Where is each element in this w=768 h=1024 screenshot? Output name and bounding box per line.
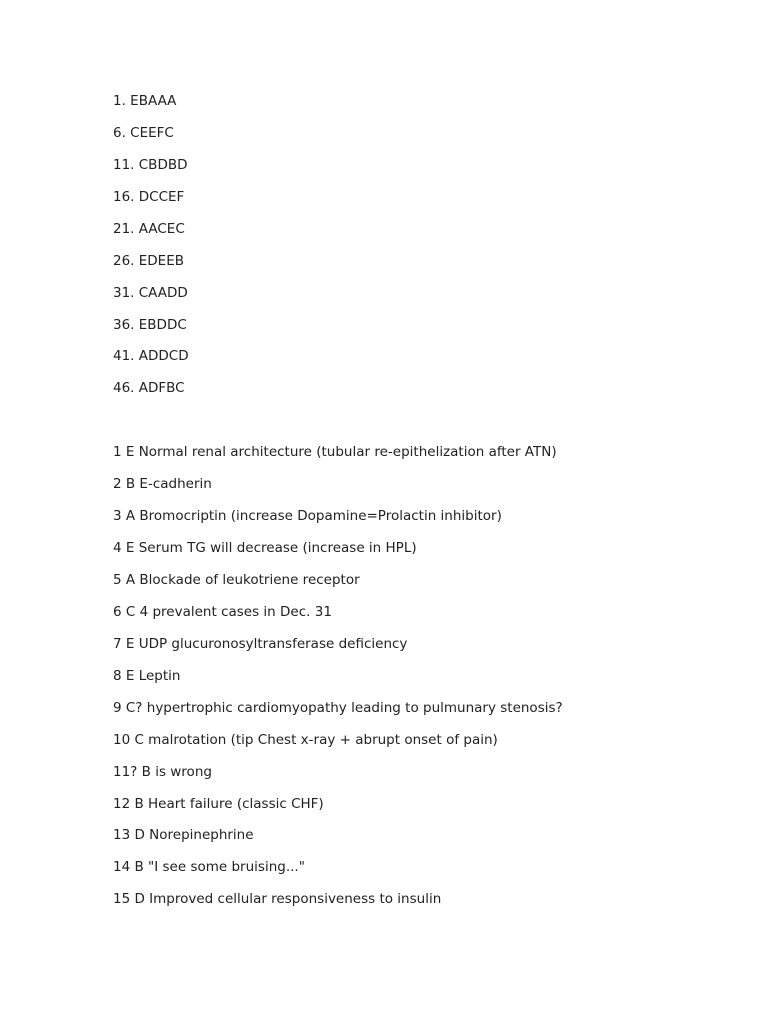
explanation-line: 8 E Leptin	[113, 668, 181, 684]
explanation-line: 7 E UDP glucuronosyltransferase deficiency	[113, 636, 408, 652]
answer-group: 36. EBDDC	[113, 317, 187, 333]
answer-group: 11. CBDBD	[113, 157, 188, 173]
explanation-line: 5 A Blockade of leukotriene receptor	[113, 572, 360, 588]
explanation-line: 2 B E-cadherin	[113, 476, 212, 492]
explanation-line: 12 B Heart failure (classic CHF)	[113, 796, 324, 812]
explanation-line: 15 D Improved cellular responsiveness to insulin	[113, 891, 442, 907]
answer-group: 1. EBAAA	[113, 93, 177, 109]
explanation-line: 3 A Bromocriptin (increase Dopamine=Prolactin inhibitor)	[113, 508, 502, 524]
answer-group: 16. DCCEF	[113, 189, 185, 205]
explanation-line: 9 C? hypertrophic cardiomyopathy leading to pulmunary stenosis?	[113, 700, 563, 716]
answer-group: 46. ADFBC	[113, 380, 185, 396]
answer-group: 21. AACEC	[113, 221, 185, 237]
explanation-line: 14 B "I see some bruising..."	[113, 859, 305, 875]
explanation-line: 10 C malrotation (tip Chest x-ray + abrupt onset of pain)	[113, 732, 498, 748]
explanation-line: 1 E Normal renal architecture (tubular re-epithelization after ATN)	[113, 444, 557, 460]
answer-group: 6. CEEFC	[113, 125, 174, 141]
explanation-line: 11? B is wrong	[113, 764, 212, 780]
answer-group: 31. CAADD	[113, 285, 188, 301]
answer-group: 26. EDEEB	[113, 253, 185, 269]
explanation-line: 6 C 4 prevalent cases in Dec. 31	[113, 604, 332, 620]
explanation-line: 4 E Serum TG will decrease (increase in HPL)	[113, 540, 417, 556]
answer-group: 41. ADDCD	[113, 348, 189, 364]
explanation-line: 13 D Norepinephrine	[113, 827, 254, 843]
